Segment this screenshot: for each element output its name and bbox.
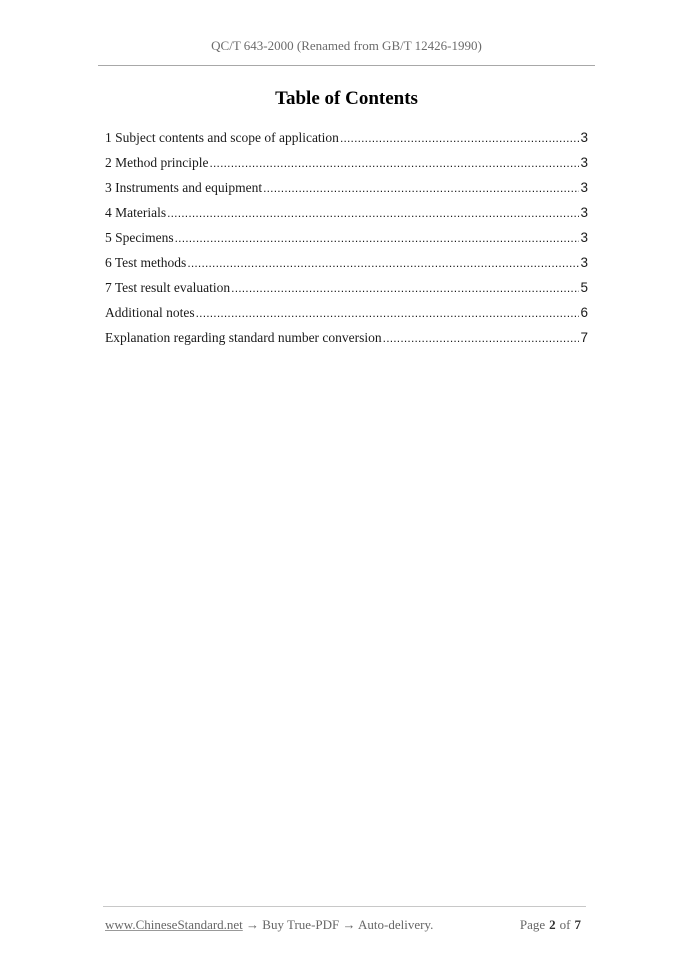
toc-item-page: 3 — [580, 180, 588, 195]
website-link[interactable]: www.ChineseStandard.net — [105, 917, 243, 932]
toc-item-materials[interactable] — [105, 205, 588, 230]
toc-item-page: 3 — [580, 230, 588, 245]
footer-promo — [105, 917, 433, 933]
toc-item-label: Additional notes — [105, 305, 195, 320]
toc-item-label: 7 Test result evaluation — [105, 280, 231, 295]
toc-item-specimens[interactable] — [105, 230, 588, 255]
toc-item-subject-contents[interactable] — [105, 130, 588, 155]
footer-divider — [103, 906, 586, 907]
arrow-right-icon: → — [246, 917, 260, 932]
total-pages-number: 7 — [574, 917, 581, 932]
footer-buy-text: Buy True-PDF — [262, 917, 340, 932]
arrow-right-icon: → — [342, 917, 356, 932]
toc-item-label: 2 Method principle — [105, 155, 209, 170]
toc-item-test-result-evaluation[interactable] — [105, 280, 588, 305]
footer-delivery-text: Auto-delivery. — [358, 917, 434, 932]
toc-title: Table of Contents — [275, 88, 418, 109]
toc-item-label: 6 Test methods — [105, 255, 187, 270]
toc-item-instruments[interactable] — [105, 180, 588, 205]
toc-item-page: 6 — [580, 305, 588, 320]
toc-leader-dots — [340, 131, 580, 145]
of-label: of — [559, 917, 571, 932]
toc-leader-dots — [383, 331, 580, 345]
toc-list — [105, 130, 588, 355]
document-header: QC/T 643-2000 (Renamed from GB/T 12426-1990) — [211, 38, 482, 53]
toc-leader-dots — [196, 306, 580, 320]
page-label: Page — [519, 917, 546, 932]
page-footer — [105, 917, 585, 933]
toc-item-page: 3 — [580, 255, 588, 270]
toc-leader-dots — [167, 206, 579, 220]
toc-item-label: 1 Subject contents and scope of application — [105, 130, 339, 145]
toc-item-label: 3 Instruments and equipment — [105, 180, 263, 195]
toc-leader-dots — [231, 281, 579, 295]
toc-item-label: 4 Materials — [105, 205, 167, 220]
toc-item-page: 3 — [580, 205, 588, 220]
toc-item-page: 5 — [580, 280, 588, 295]
toc-item-additional-notes[interactable] — [105, 305, 588, 330]
toc-leader-dots — [263, 181, 579, 195]
toc-item-label: Explanation regarding standard number conversion — [105, 330, 382, 345]
toc-leader-dots — [209, 156, 579, 170]
toc-item-test-methods[interactable] — [105, 255, 588, 280]
page-indicator — [520, 917, 585, 933]
toc-item-page: 7 — [580, 330, 588, 345]
toc-item-label: 5 Specimens — [105, 230, 174, 245]
header-divider — [98, 65, 595, 66]
current-page-number: 2 — [549, 917, 556, 932]
toc-item-page: 3 — [580, 130, 588, 145]
toc-item-method-principle[interactable] — [105, 155, 588, 180]
toc-leader-dots — [187, 256, 579, 270]
toc-item-number-conversion[interactable] — [105, 330, 588, 355]
toc-leader-dots — [175, 231, 580, 245]
toc-item-page: 3 — [580, 155, 588, 170]
